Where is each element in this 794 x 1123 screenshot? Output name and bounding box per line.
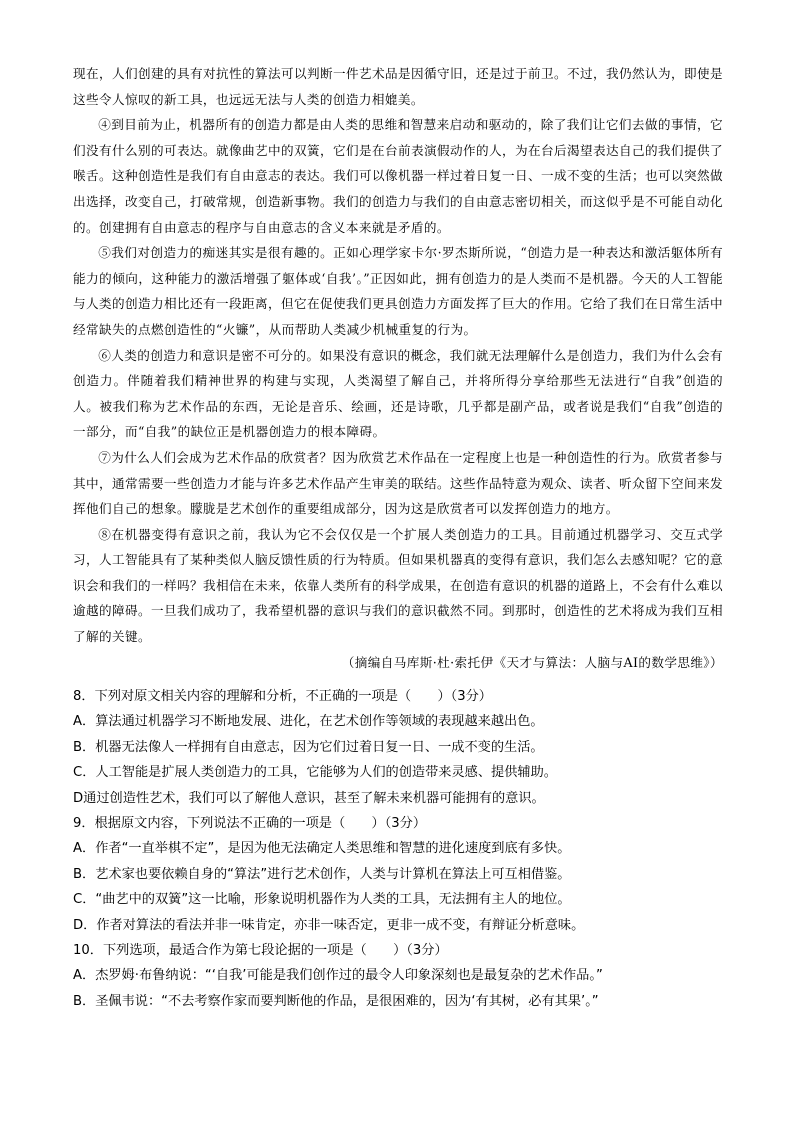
reading-passage xyxy=(73,61,723,675)
question-10-option-a: A．杰罗姆·布鲁纳说：“‘自我’可能是我们创作过的最令人印象深刻也是最复杂的艺术作品。” xyxy=(73,968,603,984)
paragraph-8: ⑧在机器变得有意识之前，我认为它不会仅仅是一个扩展人类创造力的工具。目前通过机器学习、交互式学习，人工智能具有了某种类似人脑反馈性质的行为特质。但如果机器真的变得有意识，我们怎么去感知呢？它的意识会和我们的一样吗？我相信在未来，依靠人类所有的科学成果，在创造有意识的机器的道路上，不会有什么难以逾越的障碍。一旦我们成功了，我希望机器的意识与我们的意识截然不同。到那时，创造性的艺术将成为我们互相了解的关键。 xyxy=(73,526,723,645)
question-9-option-a: A．作者“一直举棋不定”，是因为他无法确定人类思维和智慧的进化速度到底有多快。 xyxy=(73,841,571,857)
question-9-option-d: D．作者对算法的看法并非一味肯定，亦非一味否定，更非一成不变，有辩证分析意味。 xyxy=(73,917,585,933)
question-10-stem: 10．下列选项，最适合作为第七段论据的一项是（ ）（3分） xyxy=(73,943,448,959)
question-8-option-c: C．人工智能是扩展人类创造力的工具，它能够为人们的创造带来灵感、提供辅助。 xyxy=(73,765,557,781)
paragraph-continued: 现在，人们创建的具有对抗性的算法可以判断一件艺术品是因循守旧，还是过于前卫。不过，我仍然认为，即使是这些令人惊叹的新工具，也远远无法与人类的创造力相媲美。 xyxy=(73,66,723,107)
question-9-stem: 9．根据原文内容，下列说法不正确的一项是（ ）（3分） xyxy=(73,816,427,832)
question-8-option-b: B．机器无法像人一样拥有自由意志，因为它们过着日复一日、一成不变的生活。 xyxy=(73,739,544,755)
question-9-option-b: B．艺术家也要依赖自身的“算法”进行艺术创作，人类与计算机在算法上可互相借鉴。 xyxy=(73,866,571,882)
paragraph-6: ⑥人类的创造力和意识是密不可分的。如果没有意识的概念，我们就无法理解什么是创造力，我们为什么会有创造力。伴随着我们精神世界的构建与实现，人类渴望了解自己，并将所得分享给那些无法进行“自我”创造的人。被我们称为艺术作品的东西，无论是音乐、绘画，还是诗歌，几乎都是副产品，或者说是我们“自我”创造的一部分，而“自我”的缺位正是机器创造力的根本障碍。 xyxy=(73,347,723,440)
question-9-option-c: C．“曲艺中的双簧”这一比喻，形象说明机器作为人类的工具，无法拥有主人的地位。 xyxy=(73,892,571,908)
question-8-option-d: D通过创造性艺术，我们可以了解他人意识，甚至了解未来机器可能拥有的意识。 xyxy=(73,790,545,806)
paragraph-4: ④到目前为止，机器所有的创造力都是由人类的思维和智慧来启动和驱动的，除了我们让它们去做的事情，它们没有什么别的可表达。就像曲艺中的双簧，它们是在台前表演假动作的人，为在台后渴望表达自己的我们提供了喉舌。这种创造性是我们有自由意志的表达。我们可以像机器一样过着日复一日、一成不变的生活；也可以突然做出选择，改变自己，打破常规，创造新事物。我们的创造力与我们的自由意志密切相关，而这似乎是不可能自动化的。创建拥有自由意志的程序与自由意志的含义本来就是矛盾的。 xyxy=(73,117,723,235)
question-section xyxy=(73,684,723,1014)
passage-source: （摘编自马库斯·杜·索托伊《天才与算法：人脑与AI的数学思维》） xyxy=(341,654,723,670)
paragraph-5: ⑤我们对创造力的痴迷其实是很有趣的。正如心理学家卡尔·罗杰斯所说，“创造力是一种表达和激活躯体所有能力的倾向，这种能力的激活增强了躯体或‘自我’。”正因如此，拥有创造力的是人类而不是机器。今天的人工智能与人类的创造力相比还有一段距离，但它在促使我们更具创造力方面发挥了巨大的作用。它给了我们在日常生活中经常缺失的点燃创造性的“火镰”，从而帮助人类减少机械重复的行为。 xyxy=(73,245,723,337)
question-8-option-a: A．算法通过机器学习不断地发展、进化，在艺术创作等领域的表现越来越出色。 xyxy=(73,714,544,730)
paragraph-7: ⑦为什么人们会成为艺术作品的欣赏者？因为欣赏艺术作品在一定程度上也是一种创造性的行为。欣赏者参与其中，通常需要一些创造力才能与许多艺术作品产生审美的联结。这些作品特意为观众、读者、听众留下空间来发挥他们自己的想象。朦胧是艺术创作的重要组成部分，因为这是欣赏者可以发挥创造力的地方。 xyxy=(73,449,723,517)
question-8-stem: 8．下列对原文相关内容的理解和分析，不正确的一项是（ ）（3分） xyxy=(73,689,492,704)
question-10-option-b: B．圣佩韦说：“不去考察作家而要判断他的作品，是很困难的，因为‘有其树，必有其果’。” xyxy=(73,993,599,1009)
